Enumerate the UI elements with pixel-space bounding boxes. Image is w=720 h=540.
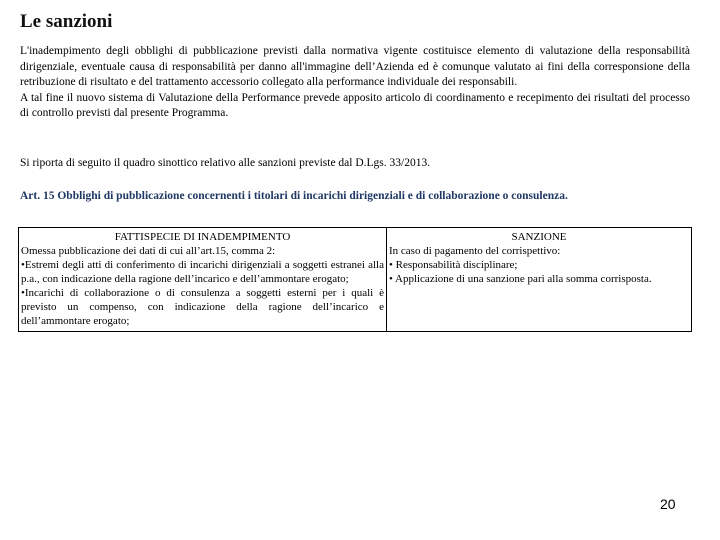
violation-line: •Estremi degli atti di conferimento di incarichi dirigenziali a soggetti estranei alla p.a., con indicazione della ragione dell’incarico e dell’ammontare erogato;	[21, 259, 384, 285]
article-heading: Art. 15 Obblighi di pubblicazione concernenti i titolari di incarichi dirigenziali e di collaborazione o consulenza.	[20, 190, 568, 202]
sanctions-table	[18, 227, 692, 332]
sanction-line: • Applicazione di una sanzione pari alla somma corrisposta.	[389, 273, 652, 285]
violation-line: Omessa pubblicazione dei dati di cui all’art.15, comma 2:	[21, 245, 276, 257]
intro-text-1: L'inadempimento degli obblighi di pubblicazione previsti dalla normativa vigente costituisce elemento di valutazione della responsabilità dirigenziale, eventuale causa di responsabilità per danno all'immagine dell’Azienda ed è comunque valutato ai fini della corresponsione della retribuzione di risultato e del trattamento accessorio collegato alla performance individuale dei responsabili.	[20, 45, 690, 88]
summary-intro: Si riporta di seguito il quadro sinottico relativo alle sanzioni previste dal D.Lgs. 33/2013.	[20, 157, 431, 169]
sanction-header: SANZIONE	[511, 231, 567, 243]
violation-cell	[19, 228, 387, 332]
sanction-cell	[387, 228, 692, 332]
intro-paragraph	[20, 44, 690, 122]
sanction-line: • Responsabilità disciplinare;	[389, 259, 518, 271]
violation-line: •Incarichi di collaborazione o di consulenza a soggetti esterni per i quali è previsto un compenso, con indicazione della ragione dell’incarico e dell’ammontare erogato;	[21, 287, 384, 327]
violation-header: FATTISPECIE DI INADEMPIMENTO	[114, 231, 291, 243]
table-row	[19, 228, 692, 332]
intro-text-2: A tal fine il nuovo sistema di Valutazione della Performance prevede apposito articolo di coordinamento e recepimento dei risultati del processo di controllo previsti dal presente Programma.	[20, 91, 690, 119]
sanction-line: In caso di pagamento del corrispettivo:	[389, 245, 561, 257]
slide-title: Le sanzioni	[20, 11, 113, 32]
page-number: 20	[660, 496, 676, 512]
